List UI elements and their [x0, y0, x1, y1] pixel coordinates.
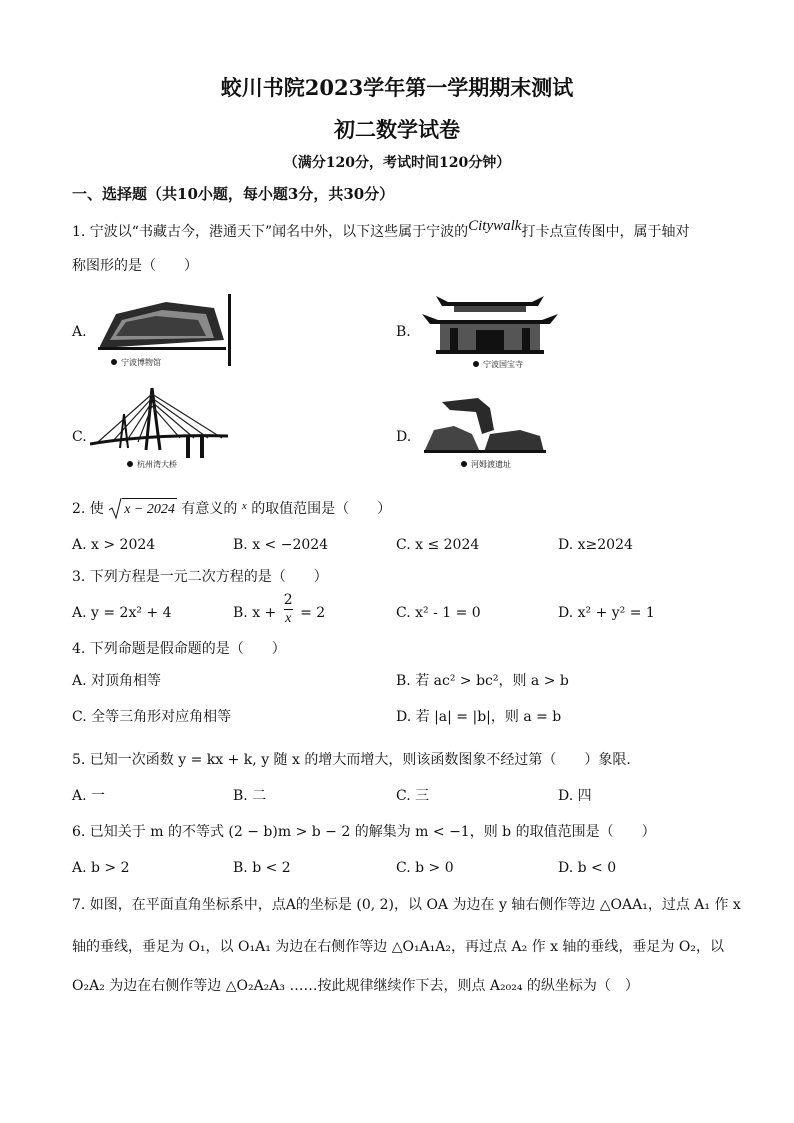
q4-option-a: A. 对顶角相等	[72, 673, 162, 689]
q4-option-b: B. 若 ac² > bc²，则 a > b	[396, 673, 569, 689]
ruins-image	[420, 396, 560, 472]
q6-option-c: C. b > 0	[396, 860, 454, 876]
section-heading: 一、选择题（共10小题，每小题3分，共30分）	[72, 185, 395, 203]
q1-citywalk: Citywalk	[468, 218, 522, 234]
q1-label-a: A.	[72, 324, 87, 340]
q7-line1: 7. 如图，在平面直角坐标系中，点A的坐标是 (0, 2)，以 OA 为边在 y 轴右侧作等边 △OAA₁，过点 A₁ 作 x	[72, 897, 741, 913]
q4-stem: 4. 下列命题是假命题的是（ ）	[72, 641, 286, 657]
q4-option-d: D. 若 |a| = |b|，则 a = b	[396, 709, 562, 725]
radical-sign-icon	[108, 498, 122, 520]
q2-option-a: A. x > 2024	[72, 537, 156, 553]
ruins-caption: 河姆渡遗址	[471, 460, 511, 469]
q3-option-d: D. x² + y² = 1	[558, 605, 655, 621]
q5-option-c: C. 三	[396, 788, 430, 804]
q7-line3: O₂A₂ 为边在右侧作等边 △O₂A₂A₃ ……按此规律继续作下去，则点 A₂₀₂₄ 的纵坐标为（ ）	[72, 978, 639, 994]
q2-var: x	[241, 500, 247, 512]
bridge-image	[90, 384, 230, 472]
museum-image	[96, 292, 236, 372]
q3-option-c: C. x² - 1 = 0	[396, 605, 481, 621]
bridge-caption: 杭州湾大桥	[137, 460, 177, 469]
q2-text-pre: 2. 使	[72, 501, 104, 517]
q1-text-pre: 1. 宁波以“书藏古今，港通天下”闻名中外，以下这些属于宁波的	[72, 224, 469, 240]
museum-caption: 宁波博物馆	[121, 358, 161, 367]
q1-label-b: B.	[396, 324, 411, 340]
exam-title: 蛟川书院2023学年第一学期期末测试	[220, 75, 574, 100]
q1-label-c: C.	[72, 429, 87, 445]
q5-option-b: B. 二	[233, 788, 267, 804]
q2-radicand: x − 2024	[124, 502, 175, 517]
q5-option-a: A. 一	[72, 788, 106, 804]
q3-fraction-den: x	[285, 611, 292, 626]
q2-text-mid: 有意义的	[181, 501, 238, 517]
q1-stem-line2: 称图形的是（ ）	[72, 258, 198, 274]
q3-stem: 3. 下列方程是一元二次方程的是（ ）	[72, 569, 328, 585]
q6-option-a: A. b > 2	[72, 860, 130, 876]
q3-option-b	[233, 592, 325, 632]
temple-image	[420, 290, 560, 372]
exam-subtitle: 初二数学试卷	[334, 117, 460, 142]
q1-text-post: 打卡点宣传图中，属于轴对	[521, 224, 690, 240]
q3-option-a: A. y = 2x² + 4	[72, 605, 172, 621]
q6-stem: 6. 已知关于 m 的不等式 (2 − b)m > b − 2 的解集为 m < −1，则 b 的取值范围是（ ）	[72, 824, 656, 840]
temple-caption: 宁波国宝寺	[483, 360, 523, 369]
q5-option-d: D. 四	[558, 788, 592, 804]
q2-text-post: 的取值范围是（ ）	[251, 501, 392, 517]
q3-optb-pre: B. x +	[233, 605, 277, 621]
q4-option-c: C. 全等三角形对应角相等	[72, 709, 232, 725]
q3-fraction	[284, 592, 293, 627]
q5-stem: 5. 已知一次函数 y = kx + k, y 随 x 的增大而增大，则该函数图象不经过第（ ）象限．	[72, 752, 641, 768]
q2-radical	[122, 498, 177, 520]
q6-option-d: D. b < 0	[558, 860, 617, 876]
q3-optb-post: = 2	[300, 605, 326, 621]
q1-label-d: D.	[396, 429, 412, 445]
q7-line2: 轴的垂线，垂足为 O₁，以 O₁A₁ 为边在右侧作等边 △O₁A₁A₂，再过点 A₂ 作 x 轴的垂线，垂足为 O₂，以	[72, 939, 724, 955]
q2-option-d: D. x≥2024	[558, 537, 633, 553]
q2-option-b: B. x < −2024	[233, 537, 329, 553]
q2-option-c: C. x ≤ 2024	[396, 537, 480, 553]
q1-stem-line1	[72, 218, 690, 242]
q6-option-b: B. b < 2	[233, 860, 291, 876]
q2-stem	[72, 498, 391, 520]
q3-fraction-num: 2	[283, 592, 293, 608]
exam-note: （满分120分，考试时间120分钟）	[283, 155, 511, 171]
